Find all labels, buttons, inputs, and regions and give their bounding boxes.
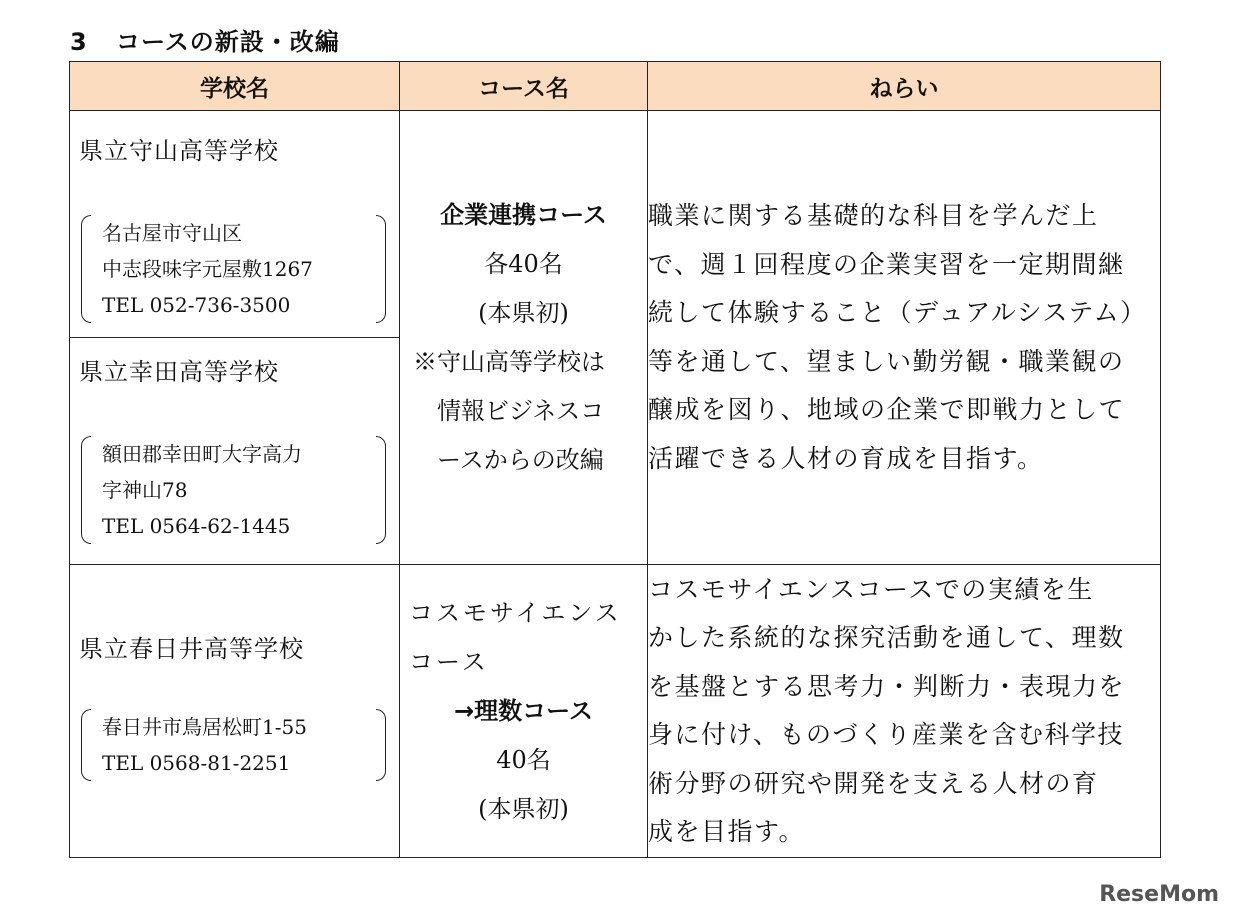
section-title: コースの新設・改編 [116,28,340,56]
school-name: 県立幸田高等学校 [79,358,279,386]
course-cell-risu [400,565,648,858]
school-cell-kota [70,338,400,565]
address-line: TEL 0564-62-1445 [102,514,291,538]
course-note: 情報ビジネスコ [437,396,605,425]
section-number: 3 [70,28,88,56]
course-note: ※守山高等学校は [413,347,605,376]
course-name: 企業連携コース [440,200,607,229]
school-cell-kasugai [70,565,400,858]
left-bracket [81,215,91,323]
address-line: TEL 0568-81-2251 [102,751,291,775]
school-address [81,436,386,544]
section-heading [70,22,340,57]
right-bracket [376,709,386,781]
right-bracket [376,215,386,323]
course-name: →理数コース [454,696,593,725]
school-name: 県立守山高等学校 [79,137,279,165]
course-table [69,61,1161,858]
header-course: コース名 [400,62,648,111]
course-old-name: コスモサイエンス [409,598,622,627]
school-cell-moriyama [70,111,400,338]
course-note: ースからの改編 [437,445,604,474]
course-capacity: 各40名 [484,249,563,278]
course-first: (本県初) [478,298,569,327]
right-bracket [376,436,386,544]
course-first: (本県初) [478,794,569,823]
address-line: 名古屋市守山区 [102,221,242,245]
left-bracket [81,709,91,781]
aim-line: 身に付け、ものづくり産業を含む科学技 [648,720,1125,749]
course-cell-kigyo-renkei [400,111,648,565]
aim-line: を基盤とする思考力・判断力・表現力を [648,671,1126,701]
aim-line: で、週１回程度の企業実習を一定期間継 [648,249,1125,279]
aim-cell-risu [648,565,1161,858]
school-address [81,215,386,323]
course-capacity: 40名 [496,745,551,774]
aim-cell-kigyo-renkei [648,111,1161,565]
aim-line: 術分野の研究や開発を支える人材の育 [648,768,1099,798]
address-line: TEL 052-736-3500 [102,293,291,317]
header-aim: ねらい [648,62,1161,111]
table-row [70,565,1161,858]
table-header-row [70,62,1161,111]
left-bracket [81,436,91,544]
address-line: 額田郡幸田町大字高力 [102,442,302,466]
resemom-logo: ReseMom [1099,882,1219,907]
header-school: 学校名 [70,62,400,111]
address-line: 字神山78 [102,478,188,502]
school-address [81,709,386,781]
aim-line: コスモサイエンスコースでの実績を生 [648,574,1094,604]
aim-line: 続して体験すること（デュアルシステム） [648,298,1147,327]
aim-line: 職業に関する基礎的な科目を学んだ上 [648,201,1099,230]
aim-line: 成を目指す。 [648,817,806,846]
course-old-name: コース [409,647,489,676]
table-row [70,111,1161,338]
aim-line: 等を通して、望ましい勤労観・職業観の [648,346,1125,376]
school-name: 県立春日井高等学校 [79,635,304,663]
address-line: 中志段味字元屋敷1267 [102,257,313,281]
aim-line: 醸成を図り、地域の企業で即戦力として [648,395,1126,424]
address-line: 春日井市鳥居松町1-55 [102,715,307,739]
aim-line: 活躍できる人材の育成を目指す。 [648,443,1044,473]
aim-line: かした系統的な探究活動を通して、理数 [648,623,1125,652]
